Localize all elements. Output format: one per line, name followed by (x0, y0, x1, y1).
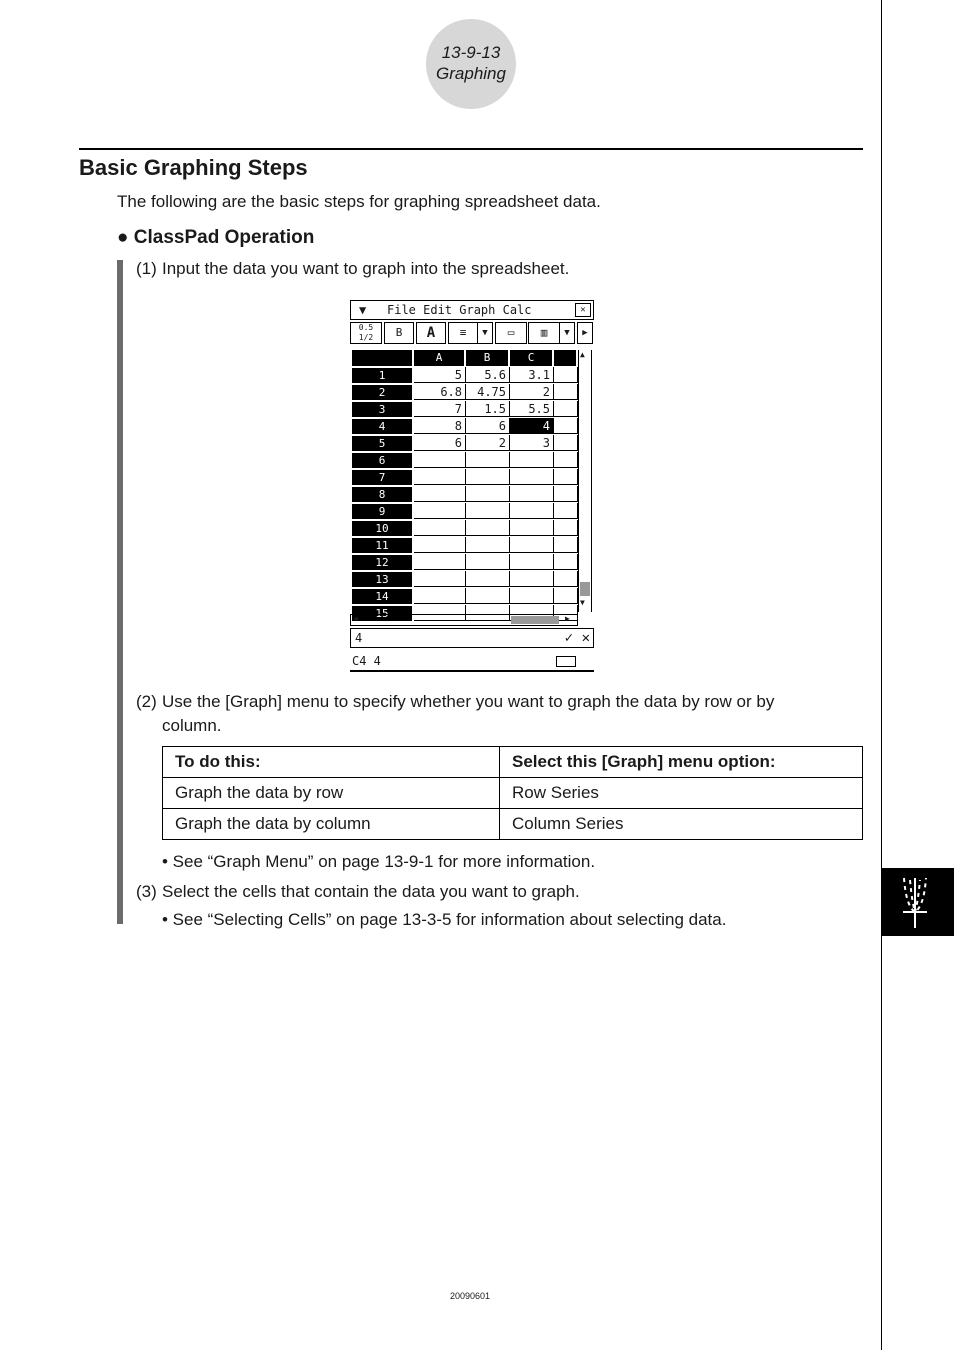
bold-button[interactable]: B (384, 322, 414, 344)
font-button[interactable]: A (416, 322, 446, 344)
grid-cell[interactable] (414, 486, 466, 502)
grid-cell[interactable]: 6.8 (414, 384, 466, 400)
grid-cell[interactable] (466, 571, 510, 587)
close-icon[interactable]: ✕ (575, 303, 591, 317)
row-header[interactable]: 11 (352, 538, 412, 553)
grid-cell[interactable]: 2 (466, 435, 510, 451)
subheading: ● ClassPad Operation (117, 227, 315, 248)
fraction-button[interactable]: 0.5 1/2 (350, 322, 382, 344)
grid-cell[interactable] (554, 486, 578, 502)
operation-bar (117, 260, 123, 924)
bar-chart-icon[interactable]: ▥ (528, 322, 560, 344)
row-header[interactable]: 5 (352, 436, 412, 451)
table-row (163, 809, 863, 840)
check-icon[interactable]: ✓ (564, 630, 573, 646)
grid-cell[interactable]: 4 (510, 418, 554, 434)
grid-cell[interactable]: 6 (466, 418, 510, 434)
footer-code: 20090601 (450, 1291, 491, 1301)
column-header-c[interactable]: C (510, 350, 552, 366)
scroll-right-icon[interactable]: ▶ (565, 614, 570, 623)
step-1 (0, 257, 954, 281)
step-number: (1) (136, 259, 157, 278)
chevron-right-icon[interactable]: ▶ (577, 322, 593, 344)
toolbar (350, 322, 594, 344)
horizontal-scrollbar[interactable] (350, 614, 578, 626)
grid-cell[interactable] (554, 469, 578, 485)
step-text-line-2: column. (162, 716, 222, 735)
page-title: Basic Graphing Steps (79, 155, 308, 180)
grid-cell[interactable] (466, 469, 510, 485)
vertical-scrollbar[interactable] (578, 350, 592, 612)
cancel-icon[interactable]: ✕ (581, 630, 590, 646)
page-badge (426, 19, 516, 109)
column-header-d[interactable] (554, 350, 576, 366)
table-header-row (163, 747, 863, 778)
row-header[interactable]: 7 (352, 470, 412, 485)
grid-cell[interactable] (414, 588, 466, 604)
grid-cell[interactable] (554, 418, 578, 434)
row-header[interactable]: 10 (352, 521, 412, 536)
grid-cell[interactable] (554, 452, 578, 468)
row-header[interactable]: 15 (352, 606, 412, 621)
step-2 (0, 690, 954, 738)
grid-cell[interactable] (510, 537, 554, 553)
section-name: Graphing (436, 64, 506, 83)
chevron-down-icon[interactable]: ▼ (477, 322, 493, 344)
grid-cell[interactable]: 4.75 (466, 384, 510, 400)
grid-cell[interactable] (554, 435, 578, 451)
grid-cell[interactable] (510, 571, 554, 587)
entry-line[interactable] (350, 628, 594, 648)
table-header: Select this [Graph] menu option: (500, 747, 863, 778)
row-header[interactable]: 3 (352, 402, 412, 417)
battery-icon (556, 656, 576, 667)
grid-cell[interactable] (510, 486, 554, 502)
grid-cell[interactable] (414, 537, 466, 553)
row-header[interactable]: 8 (352, 487, 412, 502)
grid-cell[interactable]: 5.5 (510, 401, 554, 417)
grid-cell[interactable]: 8 (414, 418, 466, 434)
corner-cell (352, 350, 412, 366)
row-header[interactable]: 1 (352, 368, 412, 383)
table-cell: Row Series (500, 778, 863, 809)
table-row (163, 778, 863, 809)
intro-text: The following are the basic steps for graphing spreadsheet data. (117, 192, 601, 211)
scroll-thumb[interactable] (511, 616, 559, 624)
graph-window-icon[interactable]: ▭ (495, 322, 527, 344)
dropdown-menu-icon[interactable]: ▼ (359, 303, 367, 317)
grid-cell[interactable] (554, 401, 578, 417)
grid-cell[interactable] (510, 554, 554, 570)
grid-cell[interactable] (466, 554, 510, 570)
grid-cell[interactable] (466, 588, 510, 604)
row-header[interactable]: 13 (352, 572, 412, 587)
row-header[interactable]: 2 (352, 385, 412, 400)
step-number: (3) (136, 882, 157, 901)
page-number: 13-9-13 (441, 43, 501, 62)
scroll-down-icon[interactable]: ▼ (580, 598, 585, 607)
spreadsheet-screenshot (350, 300, 594, 672)
column-header-a[interactable]: A (414, 350, 464, 366)
row-header[interactable]: 14 (352, 589, 412, 604)
table-header: To do this: (163, 747, 500, 778)
grid-cell[interactable] (554, 571, 578, 587)
menu-items[interactable]: File Edit Graph Calc (387, 303, 532, 317)
grid-cell[interactable] (554, 554, 578, 570)
spreadsheet-grid (350, 350, 594, 620)
grid-cell[interactable] (414, 554, 466, 570)
title-rule (79, 148, 863, 150)
grid-cell[interactable] (510, 452, 554, 468)
note-selecting-cells: • See “Selecting Cells” on page 13-3-5 for information about selecting data. (162, 910, 727, 929)
grid-cell[interactable]: 5.6 (466, 367, 510, 383)
grid-cell[interactable] (466, 520, 510, 536)
entry-value[interactable]: 4 (355, 631, 363, 645)
grid-cell[interactable]: 3.1 (510, 367, 554, 383)
grid-cell[interactable] (466, 537, 510, 553)
step-text: Select the cells that contain the data you want to graph. (162, 882, 580, 901)
grid-cell[interactable]: 3 (510, 435, 554, 451)
grid-cell[interactable] (554, 367, 578, 383)
table-cell: Column Series (500, 809, 863, 840)
table-cell: Graph the data by row (163, 778, 500, 809)
note-graph-menu: • See “Graph Menu” on page 13-9-1 for more information. (162, 852, 596, 871)
grid-cell[interactable] (466, 452, 510, 468)
grid-cell[interactable] (554, 384, 578, 400)
grid-cell[interactable]: 2 (510, 384, 554, 400)
chevron-down-icon[interactable]: ▼ (559, 322, 575, 344)
graph-option-table (162, 746, 863, 840)
grid-cell[interactable] (414, 452, 466, 468)
row-header[interactable]: 9 (352, 504, 412, 519)
grid-cell[interactable] (554, 503, 578, 519)
step-number: (2) (136, 692, 157, 711)
row-header[interactable]: 6 (352, 453, 412, 468)
grid-cell[interactable] (466, 503, 510, 519)
grid-cell[interactable] (510, 503, 554, 519)
align-icon[interactable]: ≡ (448, 322, 478, 344)
grid-cell[interactable] (554, 520, 578, 536)
grid-cell[interactable] (466, 486, 510, 502)
grid-cell[interactable] (414, 571, 466, 587)
grid-cell[interactable] (510, 469, 554, 485)
status-cell: C4 4 (352, 654, 381, 668)
step-3 (0, 880, 954, 904)
grid-cell[interactable] (414, 503, 466, 519)
grid-cell[interactable]: 1.5 (466, 401, 510, 417)
grid-cell[interactable] (510, 588, 554, 604)
scroll-up-icon[interactable]: ▲ (580, 350, 585, 359)
row-header[interactable]: 4 (352, 419, 412, 434)
grid-cell[interactable] (554, 537, 578, 553)
grid-cell[interactable]: 5 (414, 367, 466, 383)
grid-cell[interactable] (554, 588, 578, 604)
column-header-b[interactable]: B (466, 350, 508, 366)
step-text-line-1: Use the [Graph] menu to specify whether you want to graph the data by row or by (162, 692, 775, 711)
margin-rule (881, 0, 882, 1350)
grid-cell[interactable] (510, 520, 554, 536)
grid-cell[interactable] (414, 469, 466, 485)
step-text: Input the data you want to graph into the spreadsheet. (162, 259, 570, 278)
grid-cell[interactable] (414, 520, 466, 536)
row-header[interactable]: 12 (352, 555, 412, 570)
status-bar (350, 652, 594, 672)
table-cell: Graph the data by column (163, 809, 500, 840)
grid-cell[interactable]: 7 (414, 401, 466, 417)
subheading-text: ClassPad Operation (133, 227, 315, 248)
menu-bar (350, 300, 594, 320)
scroll-thumb[interactable] (580, 582, 590, 596)
scroll-left-icon[interactable]: ◀ (353, 614, 358, 623)
grid-cell[interactable]: 6 (414, 435, 466, 451)
